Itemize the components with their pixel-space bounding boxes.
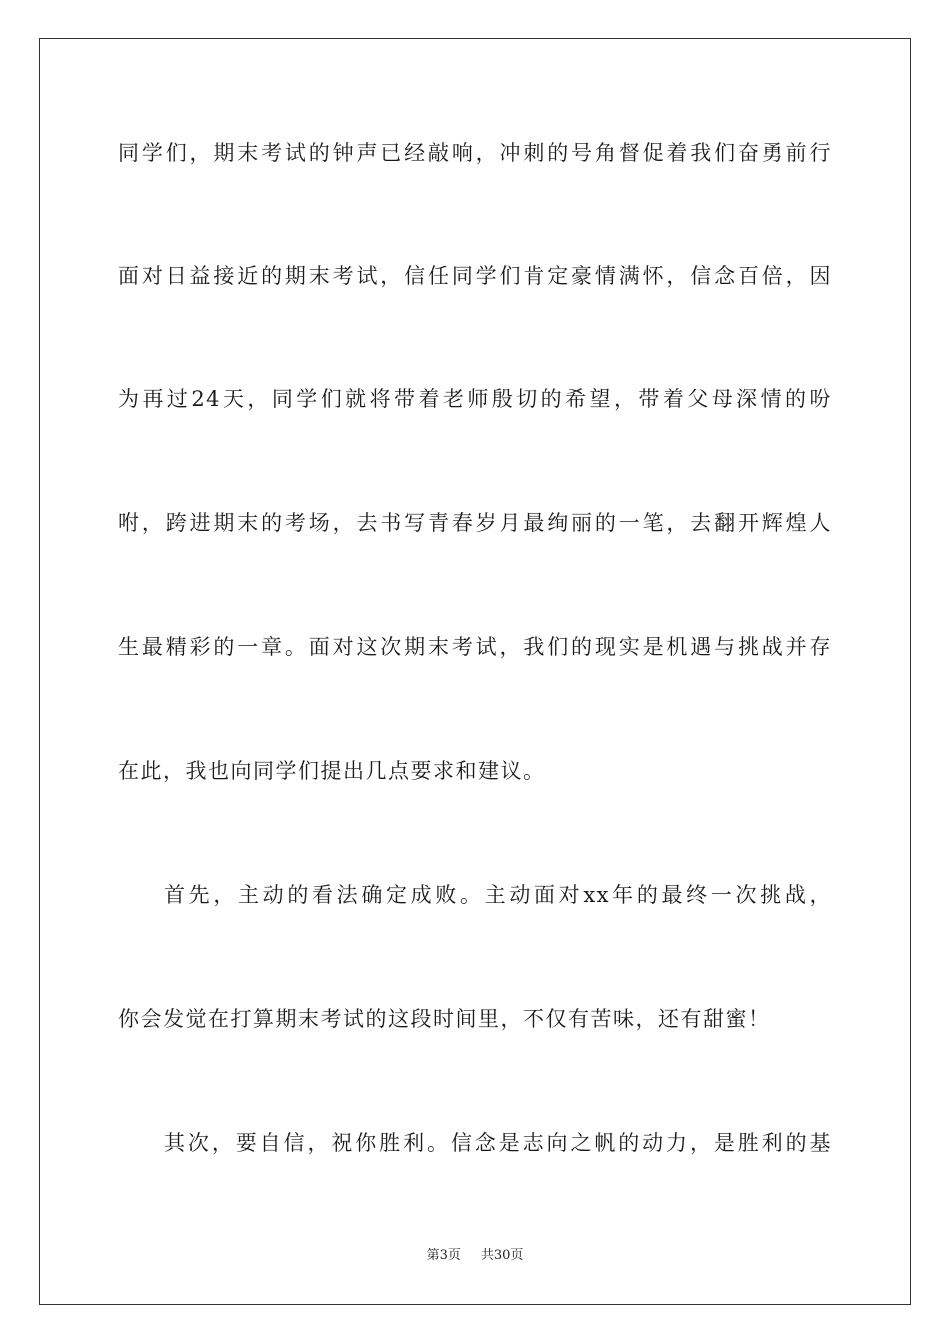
body-line-3: 为再过24天，同学们就将带着老师殷切的希望，带着父母深情的吩 (118, 387, 832, 411)
body-line-4: 咐，跨进期末的考场，去书写青春岁月最绚丽的一笔，去翻开辉煌人 (118, 511, 832, 535)
page-footer (0, 1247, 950, 1265)
page-border (39, 38, 911, 1305)
page-number: 第3页 (426, 1248, 461, 1263)
body-line-9: 其次，要自信，祝你胜利。信念是志向之帆的动力，是胜利的基 (164, 1131, 832, 1155)
body-line-5: 生最精彩的一章。面对这次期末考试，我们的现实是机遇与挑战并存 (118, 635, 832, 659)
body-line-2: 面对日益接近的期末考试，信任同学们肯定豪情满怀，信念百倍，因 (118, 264, 832, 288)
page-total: 共30页 (480, 1248, 524, 1263)
body-line-8: 你会发觉在打算期末考试的这段时间里，不仅有苦味，还有甜蜜！ (118, 1007, 771, 1031)
body-line-1: 同学们，期末考试的钟声已经敲响，冲刺的号角督促着我们奋勇前行 (118, 141, 832, 165)
body-line-7: 首先，主动的看法确定成败。主动面对xx年的最终一次挑战， (164, 883, 832, 907)
body-line-6: 在此，我也向同学们提出几点要求和建议。 (118, 759, 546, 783)
